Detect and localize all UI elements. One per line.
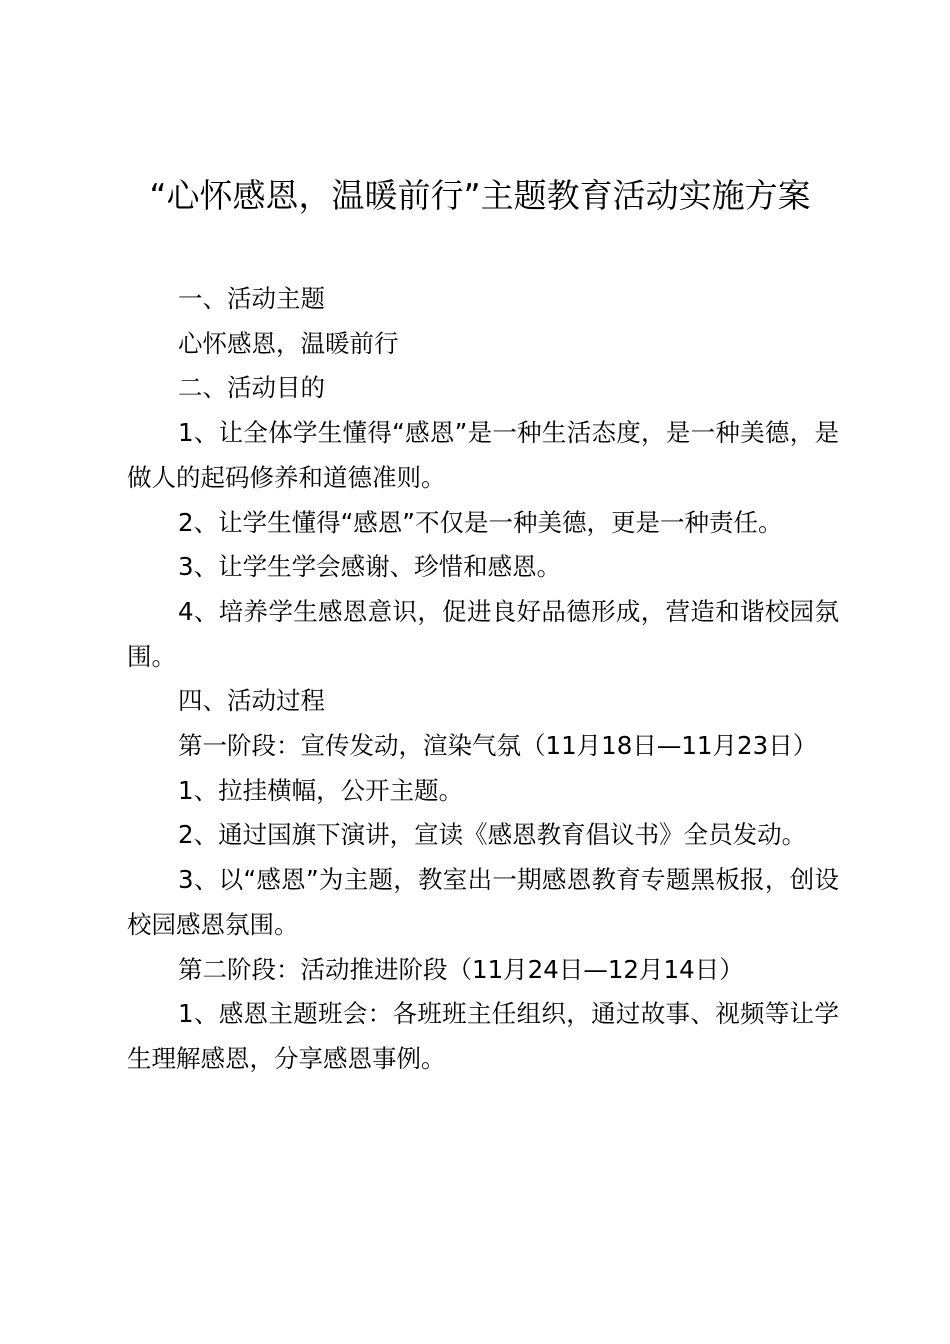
purpose-item-1: 1、让全体学生懂得“感恩”是一种生活态度，是一种美德，是做人的起码修养和道德准则。: [127, 418, 839, 492]
stage-two-heading: 第二阶段：活动推进阶段（11月24日—12月14日）: [178, 954, 744, 984]
section-heading-process: 四、活动过程: [178, 686, 325, 716]
section-heading-theme: 一、活动主题: [178, 284, 325, 313]
stage-one-item-1: 1、拉挂横幅，公开主题。: [178, 775, 464, 805]
theme-text: 心怀感恩，温暖前行: [178, 328, 399, 358]
purpose-item-2: 2、让学生懂得“感恩”不仅是一种美德，更是一种责任。: [178, 507, 783, 537]
stage-one-item-3: 3、以“感恩”为主题，教室出一期感恩教育专题黑板报，创设校园感恩氛围。: [127, 865, 839, 939]
document-title: “心怀感恩，温暖前行”主题教育活动实施方案: [149, 176, 811, 215]
stage-one-heading: 第一阶段：宣传发动，渲染气氛（11月18日—11月23日）: [178, 731, 818, 761]
stage-one-item-2: 2、通过国旗下演讲，宣读《感恩教育倡议书》全员发动。: [178, 820, 807, 850]
stage-two-item-1: 1、感恩主题班会：各班班主任组织，通过故事、视频等让学生理解感恩，分享感恩事例。: [127, 999, 839, 1073]
purpose-item-3: 3、让学生学会感谢、珍惜和感恩。: [178, 552, 562, 582]
section-heading-purpose: 二、活动目的: [178, 373, 325, 403]
document-body: [127, 277, 839, 1082]
purpose-item-4: 4、培养学生感恩意识，促进良好品德形成，营造和谐校园氛围。: [127, 596, 839, 671]
